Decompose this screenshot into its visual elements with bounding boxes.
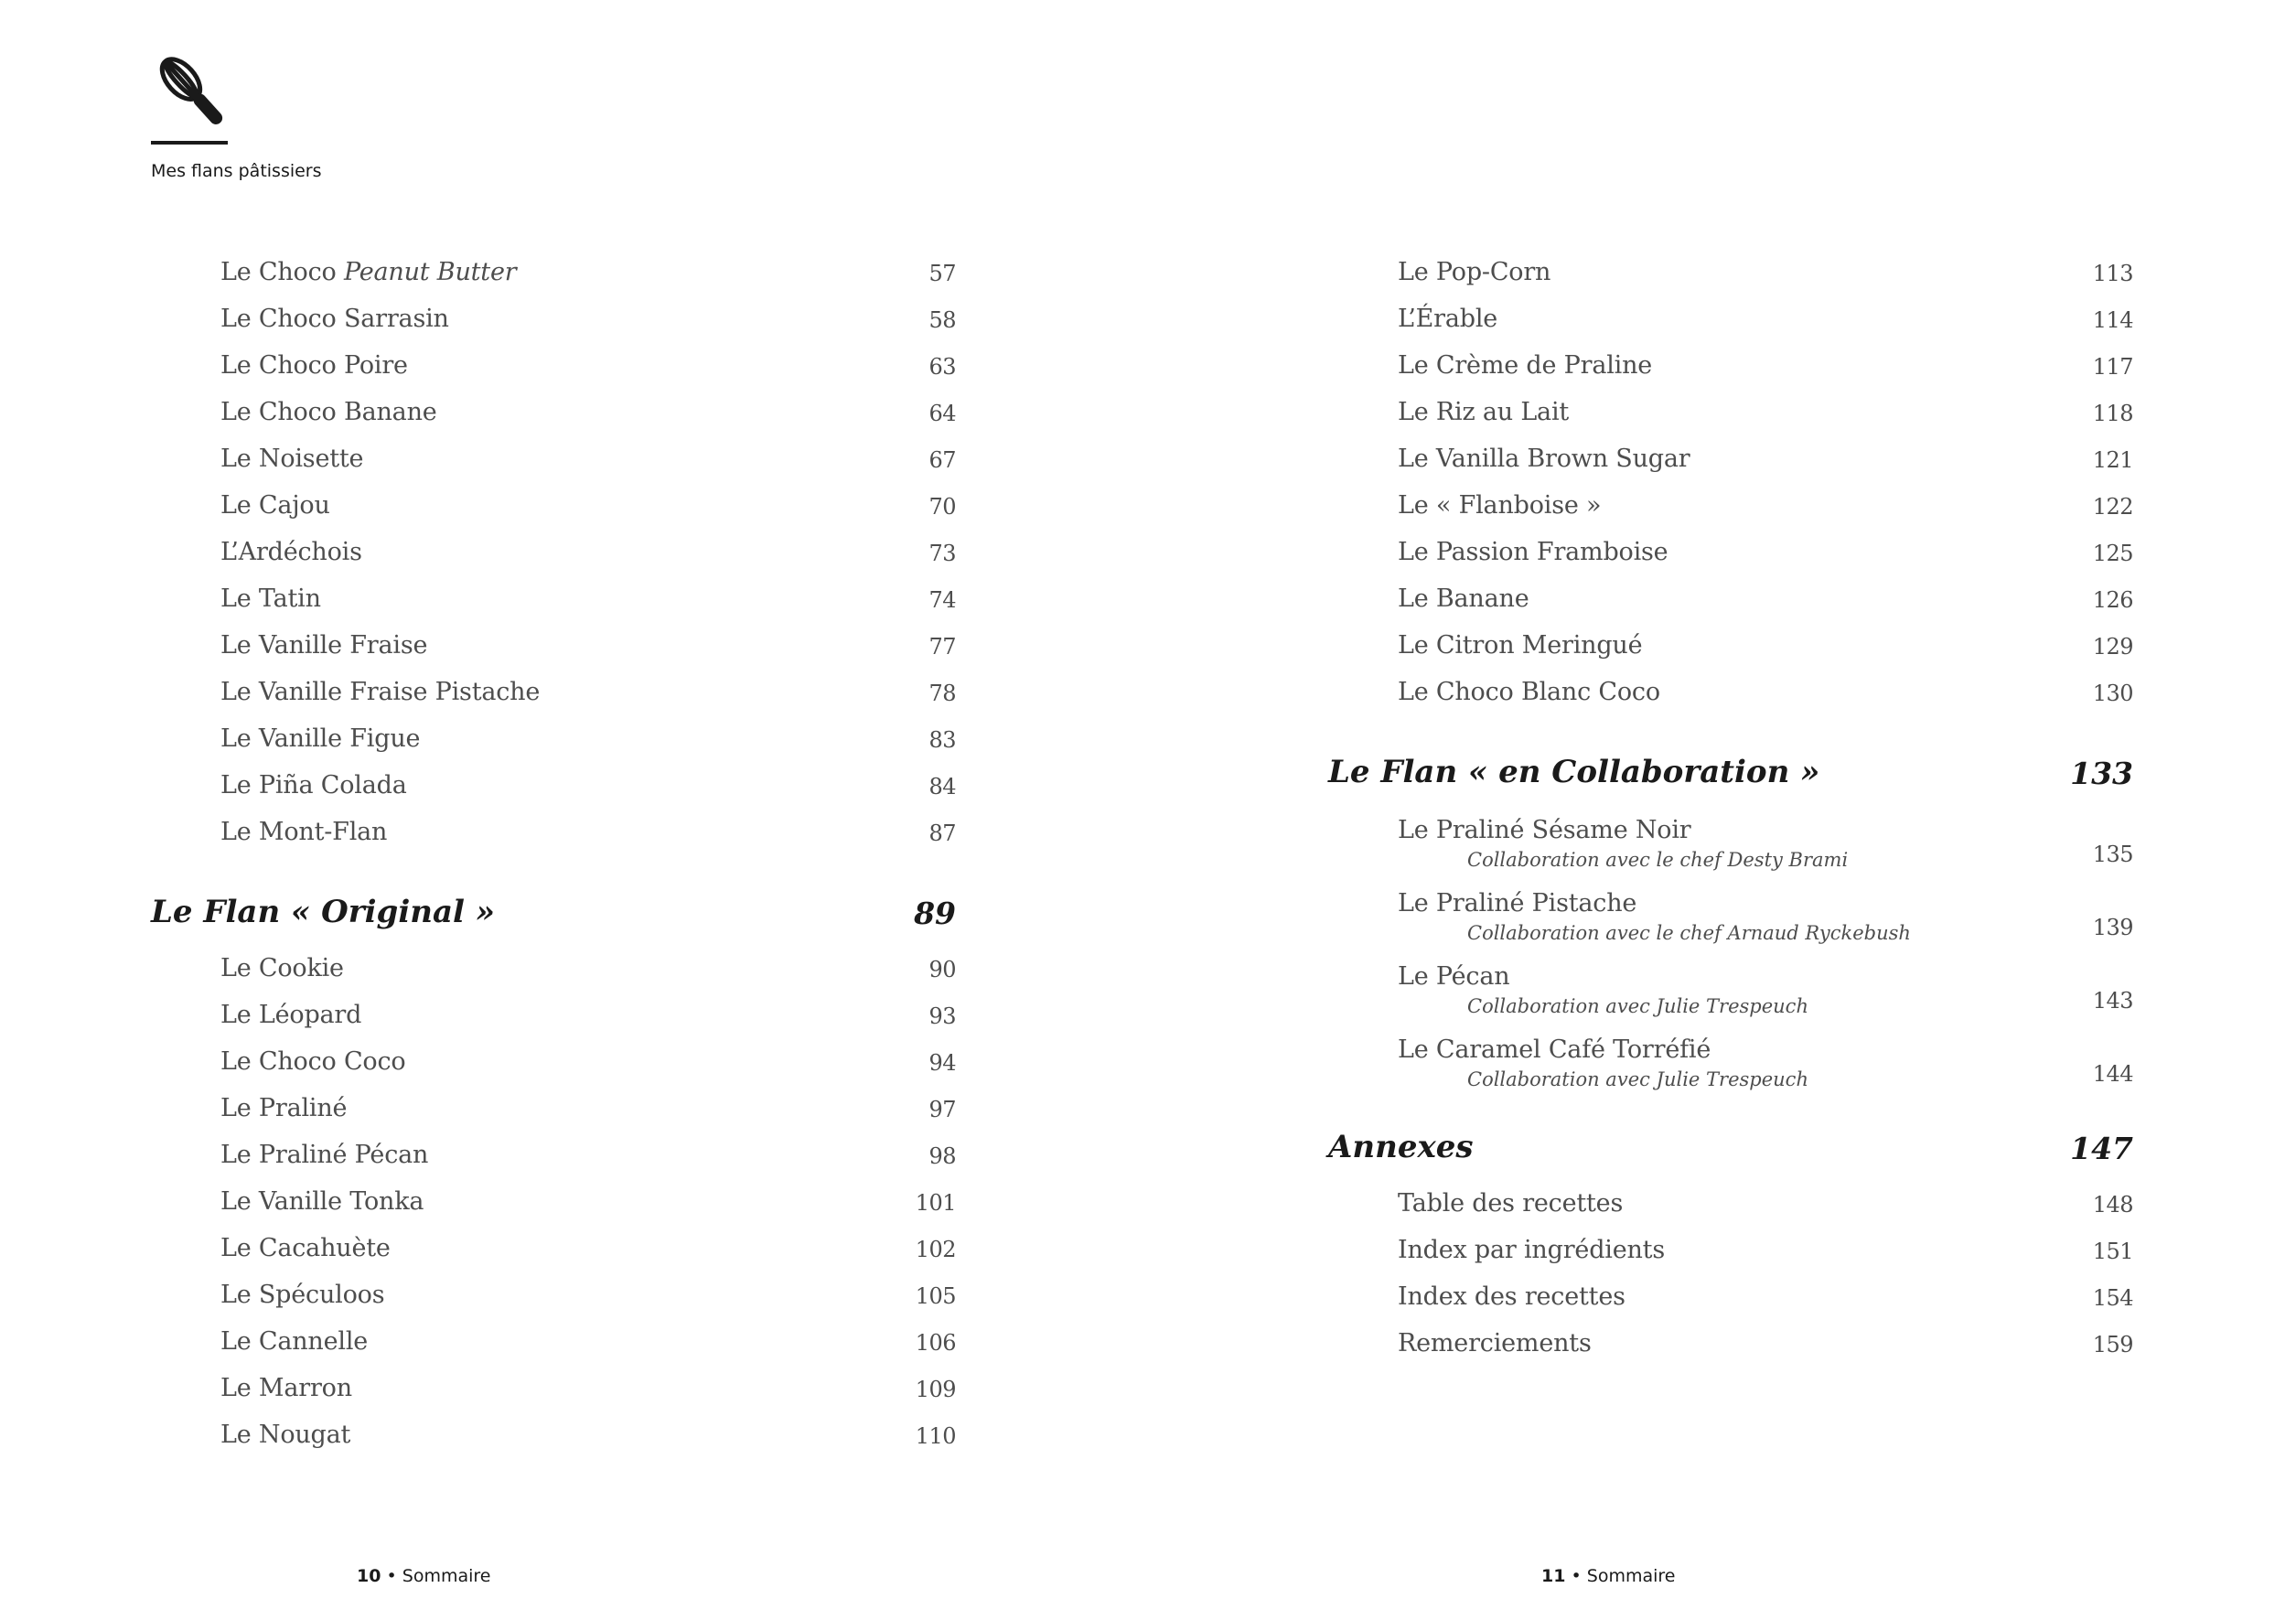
toc-entry[interactable] xyxy=(151,1230,956,1277)
toc-entry[interactable] xyxy=(1328,628,2133,674)
entry-title: Le Banane xyxy=(1398,585,1529,613)
entry-page-number: 114 xyxy=(2092,307,2133,333)
toc-entry[interactable] xyxy=(1328,348,2133,394)
entry-page-number: 74 xyxy=(928,587,956,613)
entry-title: Le Vanille Tonka xyxy=(220,1187,424,1216)
entry-page-number: 159 xyxy=(2092,1332,2133,1357)
toc-entry[interactable] xyxy=(1328,488,2133,534)
entry-subtitle: Collaboration avec Julie Trespeuch xyxy=(1467,995,1808,1017)
section-page-number: 133 xyxy=(2070,756,2133,791)
section-page-number: 147 xyxy=(2070,1131,2133,1166)
entry-page-number: 139 xyxy=(2092,915,2133,940)
entry-title: Le Caramel Café Torréfié xyxy=(1398,1035,1711,1064)
toc-entry[interactable] xyxy=(151,628,956,674)
entry-title: Le Crème de Praline xyxy=(1398,351,1653,380)
entry-page-number: 129 xyxy=(2092,634,2133,660)
entry-page-number: 143 xyxy=(2092,988,2133,1014)
entry-title: Le Vanille Figue xyxy=(220,724,421,753)
toc-entry[interactable] xyxy=(151,1277,956,1324)
toc-entry[interactable] xyxy=(1328,1279,2133,1325)
entry-page-number: 122 xyxy=(2092,494,2133,520)
entry-title: Table des recettes xyxy=(1398,1189,1624,1218)
section-heading-collaboration[interactable] xyxy=(1328,754,2133,810)
entry-page-number: 87 xyxy=(928,821,956,846)
page-footer xyxy=(1541,1566,1675,1586)
entry-title: Le Vanille Fraise xyxy=(220,631,428,660)
entry-page-number: 154 xyxy=(2092,1285,2133,1311)
entry-page-number: 121 xyxy=(2092,447,2133,473)
entry-page-number: 83 xyxy=(928,727,956,753)
entry-title: Le Choco Poire xyxy=(220,351,408,380)
entry-title: Le Riz au Lait xyxy=(1398,398,1570,426)
entry-page-number: 77 xyxy=(928,634,956,660)
toc-entry[interactable] xyxy=(1328,394,2133,441)
toc-entry[interactable] xyxy=(151,394,956,441)
toc-entry[interactable] xyxy=(151,581,956,628)
toc-entry[interactable] xyxy=(151,441,956,488)
entry-title: Le Choco Sarrasin xyxy=(220,305,449,333)
entry-page-number: 57 xyxy=(928,261,956,286)
entry-title: Le Pécan xyxy=(1398,962,1510,991)
entry-title: Le Vanilla Brown Sugar xyxy=(1398,445,1690,473)
entry-title: L’Ardéchois xyxy=(220,538,362,566)
entry-page-number: 67 xyxy=(928,447,956,473)
entry-page-number: 73 xyxy=(928,541,956,566)
entry-page-number: 125 xyxy=(2092,541,2133,566)
toc-entry[interactable] xyxy=(151,254,956,301)
entry-title: Le Noisette xyxy=(220,445,364,473)
toc-entry[interactable] xyxy=(151,674,956,721)
entry-title: Le Léopard xyxy=(220,1001,362,1029)
entry-title: Le Praliné Pistache xyxy=(1398,889,1637,917)
section-heading-original[interactable] xyxy=(151,894,956,950)
entry-page-number: 118 xyxy=(2092,401,2133,426)
toc-entry[interactable] xyxy=(151,814,956,861)
toc-entry[interactable] xyxy=(1328,810,2133,884)
entry-title: Le Praliné xyxy=(220,1094,348,1122)
entry-page-number: 109 xyxy=(915,1377,956,1402)
toc-right xyxy=(1328,254,2133,1372)
entry-title: Le Tatin xyxy=(220,585,321,613)
section-title: Le Flan « Original » xyxy=(151,894,495,930)
footer-separator: • xyxy=(386,1566,397,1586)
toc-entry[interactable] xyxy=(151,950,956,997)
entry-title: Le Choco Blanc Coco xyxy=(1398,678,1660,706)
toc-entry[interactable] xyxy=(151,767,956,814)
entry-title: Le Spéculoos xyxy=(220,1281,385,1309)
right-page xyxy=(1148,0,2296,1620)
entry-title-prefix: Le Choco xyxy=(220,258,344,286)
toc-entry[interactable] xyxy=(1328,1325,2133,1372)
entry-title: Le Cacahuète xyxy=(220,1234,391,1262)
entry-page-number: 90 xyxy=(928,957,956,982)
entry-page-number: 78 xyxy=(928,681,956,706)
footer-separator: • xyxy=(1571,1566,1582,1586)
book-title: Mes flans pâtissiers xyxy=(151,161,322,181)
entry-page-number: 151 xyxy=(2092,1239,2133,1264)
entry-page-number: 101 xyxy=(915,1190,956,1216)
entry-page-number: 106 xyxy=(915,1330,956,1356)
toc-entry[interactable] xyxy=(151,1090,956,1137)
entry-title: Le Mont-Flan xyxy=(220,818,388,846)
toc-entry[interactable] xyxy=(151,997,956,1044)
toc-entry[interactable] xyxy=(151,1370,956,1417)
entry-title: Le Citron Meringué xyxy=(1398,631,1643,660)
entry-title: Le Praliné Pécan xyxy=(220,1141,429,1169)
toc-entry[interactable] xyxy=(151,1044,956,1090)
entry-page-number: 148 xyxy=(2092,1192,2133,1218)
entry-title: Remerciements xyxy=(1398,1329,1592,1357)
toc-entry[interactable] xyxy=(151,534,956,581)
toc-entry[interactable] xyxy=(151,1324,956,1370)
entry-page-number: 105 xyxy=(915,1283,956,1309)
section-page-number: 89 xyxy=(914,896,956,931)
toc-entry[interactable] xyxy=(1328,1185,2133,1232)
toc-entry[interactable] xyxy=(1328,534,2133,581)
entry-page-number: 102 xyxy=(915,1237,956,1262)
toc-entry[interactable] xyxy=(1328,254,2133,301)
entry-subtitle: Collaboration avec le chef Desty Brami xyxy=(1467,849,1849,871)
toc-left xyxy=(151,254,956,1464)
entry-page-number: 70 xyxy=(928,494,956,520)
toc-entry[interactable] xyxy=(1328,884,2133,957)
entry-page-number: 63 xyxy=(928,354,956,380)
header-rule xyxy=(151,141,228,145)
entry-title: Le Cannelle xyxy=(220,1327,369,1356)
toc-entry[interactable] xyxy=(1328,301,2133,348)
footer-label: Sommaire xyxy=(1586,1566,1676,1586)
entry-page-number: 84 xyxy=(928,774,956,799)
entry-title: Index par ingrédients xyxy=(1398,1236,1665,1264)
entry-page-number: 94 xyxy=(928,1050,956,1076)
entry-title: Le « Flanboise » xyxy=(1398,491,1602,520)
entry-title-emphasis: Peanut Butter xyxy=(343,258,517,286)
entry-title: Le Choco Banane xyxy=(220,398,437,426)
toc-entry[interactable] xyxy=(151,1417,956,1464)
entry-title: Le Marron xyxy=(220,1374,352,1402)
entry-page-number: 126 xyxy=(2092,587,2133,613)
entry-title: L’Érable xyxy=(1398,305,1498,333)
entry-title: Le Passion Framboise xyxy=(1398,538,1668,566)
entry-page-number: 97 xyxy=(928,1097,956,1122)
entry-page-number: 110 xyxy=(915,1423,956,1449)
entry-page-number: 130 xyxy=(2092,681,2133,706)
entry-title: Le Cajou xyxy=(220,491,330,520)
page-number: 11 xyxy=(1541,1566,1566,1586)
section-heading-annexes[interactable] xyxy=(1328,1129,2133,1185)
entry-page-number: 58 xyxy=(928,307,956,333)
entry-title: Le Cookie xyxy=(220,954,344,982)
entry-page-number: 113 xyxy=(2092,261,2133,286)
footer-label: Sommaire xyxy=(402,1566,491,1586)
toc-entry[interactable] xyxy=(1328,441,2133,488)
page-number: 10 xyxy=(357,1566,381,1586)
toc-entry[interactable] xyxy=(1328,1030,2133,1103)
entry-title: Le Praliné Sésame Noir xyxy=(1398,816,1691,844)
toc-entry[interactable] xyxy=(151,1137,956,1184)
entry-title: Le Choco Coco xyxy=(220,1047,406,1076)
entry-title: Le Nougat xyxy=(220,1421,351,1449)
whisk-icon xyxy=(146,51,238,132)
toc-entry[interactable] xyxy=(151,488,956,534)
entry-subtitle: Collaboration avec Julie Trespeuch xyxy=(1467,1068,1808,1090)
page-footer xyxy=(357,1566,490,1586)
toc-entry[interactable] xyxy=(1328,957,2133,1030)
entry-page-number: 144 xyxy=(2092,1061,2133,1087)
entry-title: Index des recettes xyxy=(1398,1282,1625,1311)
section-title: Annexes xyxy=(1328,1129,1474,1165)
section-title: Le Flan « en Collaboration » xyxy=(1328,754,1820,790)
toc-entry[interactable] xyxy=(151,348,956,394)
entry-subtitle: Collaboration avec le chef Arnaud Ryckebush xyxy=(1467,922,1911,944)
toc-entry[interactable] xyxy=(151,1184,956,1230)
entry-title: Le Piña Colada xyxy=(220,771,407,799)
entry-page-number: 98 xyxy=(928,1143,956,1169)
toc-entry[interactable] xyxy=(151,721,956,767)
entry-page-number: 93 xyxy=(928,1003,956,1029)
entry-page-number: 117 xyxy=(2092,354,2133,380)
toc-entry[interactable] xyxy=(151,301,956,348)
toc-entry[interactable] xyxy=(1328,1232,2133,1279)
entry-title: Le Pop-Corn xyxy=(1398,258,1551,286)
toc-entry[interactable] xyxy=(1328,581,2133,628)
entry-title: Le Vanille Fraise Pistache xyxy=(220,678,541,706)
entry-title xyxy=(220,258,516,286)
toc-entry[interactable] xyxy=(1328,674,2133,721)
entry-page-number: 64 xyxy=(928,401,956,426)
entry-page-number: 135 xyxy=(2092,842,2133,867)
